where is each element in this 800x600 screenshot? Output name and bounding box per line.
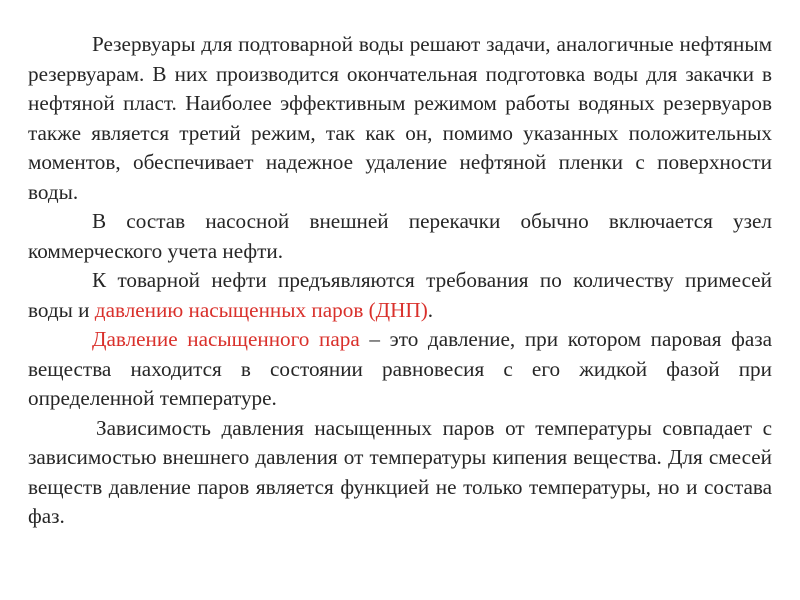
paragraph-5 [28,414,772,532]
paragraph-1-text: Резервуары для подтоварной воды решают задачи, аналогичные нефтяным резервуарам. В них производится окончательная подготовка воды для закачки в нефтяной пласт. Наиболее эффективным режимом работы водяных резервуаров также является третий режим, так как он, помимо указанных положительных моментов, обеспечивает надежное удаление нефтяной пленки с поверхности воды. [28,32,772,204]
paragraph-5-text: Зависимость давления насыщенных паров от температуры совпадает с зависимостью внешнего давления от температуры кипения вещества. Для смесей веществ давление паров является функцией не только температуры, но и состава фаз. [28,415,772,528]
paragraph-4 [28,325,772,414]
paragraph-3-end: . [427,297,434,322]
paragraph-1 [28,30,772,207]
paragraph-3 [28,266,772,325]
paragraph-3-text: К товарной нефти предъявляются требования по количеству примесей воды и [28,268,772,322]
paragraph-2 [28,207,772,266]
saturated-vapor-pressure-term: Давление насыщенного пара [92,327,360,351]
paragraph-2-text: В состав насосной внешней перекачки обычно включается узел коммерческого учета нефти. [28,209,772,263]
paragraph-4-text: – это давление, при котором паровая фаза вещества находится в состоянии равновесия с его жидкой фазой при определенной температуре. [28,327,772,410]
text-body [28,30,772,532]
dnp-term: давлению насыщенных паров (ДНП) [94,297,428,322]
